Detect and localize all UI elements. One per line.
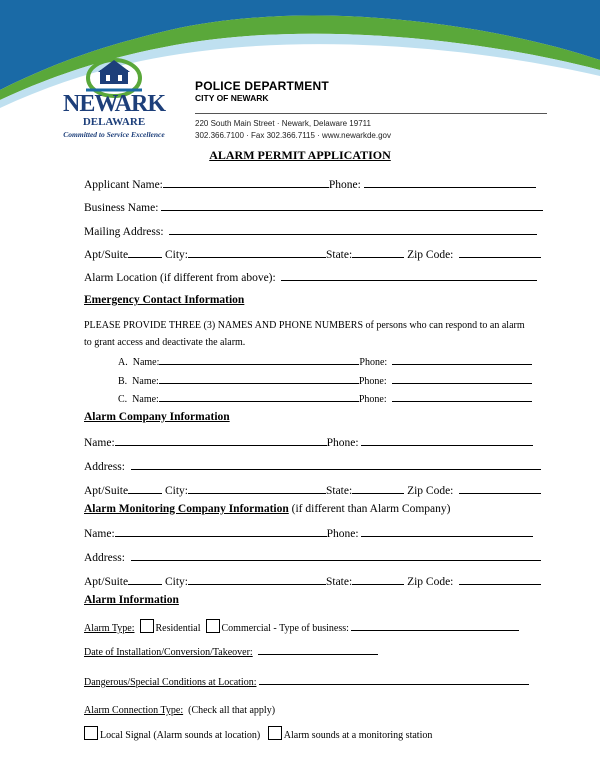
connection-type-label: Alarm Connection Type: (84, 705, 184, 716)
contact-block (195, 118, 391, 142)
contact-phone-field[interactable] (392, 373, 532, 384)
logo-city: NEWARK (62, 91, 165, 117)
monitoring-city-row (84, 573, 541, 589)
apt-field[interactable] (128, 246, 162, 258)
contact-name-label: Name: (132, 376, 159, 387)
applicant-name-label: Applicant Name: (84, 179, 163, 191)
emergency-note-2: to grant access and deactivate the alarm. (84, 337, 246, 348)
alarm-info-header: Alarm Information (84, 594, 179, 606)
alarm-type-row (84, 619, 519, 635)
monitoring-name-row (84, 525, 533, 541)
logo-state: DELAWARE (82, 116, 146, 128)
contact-row-a (118, 354, 532, 369)
form-title: ALARM PERMIT APPLICATION (209, 148, 391, 162)
local-signal-label: Local Signal (Alarm sounds at location) (100, 730, 261, 741)
applicant-city-row (84, 246, 541, 262)
company-phone-field[interactable] (361, 434, 533, 446)
business-name-field[interactable] (161, 199, 543, 211)
city-field[interactable] (188, 482, 326, 494)
zip-field[interactable] (459, 246, 541, 258)
alarm-location-label: Alarm Location (if different from above): (84, 272, 276, 284)
alarm-company-address-row (84, 458, 541, 474)
state-label: State: (325, 576, 353, 588)
applicant-phone-field[interactable] (364, 176, 536, 188)
applicant-row (84, 176, 536, 192)
residential-label: Residential (155, 623, 201, 634)
monitoring-station-checkbox[interactable] (268, 726, 282, 740)
business-name-label: Business Name: (84, 202, 159, 214)
zip-label: Zip Code: (407, 249, 454, 261)
monitoring-phone-field[interactable] (361, 525, 533, 537)
apt-label: Apt/Suite (84, 485, 129, 497)
dangerous-label: Dangerous/Special Conditions at Location: (84, 677, 257, 688)
mailing-address-field[interactable] (169, 223, 537, 235)
contact-name-label: Name: (132, 394, 159, 405)
emergency-note-1: PLEASE PROVIDE THREE (3) NAMES AND PHONE NUMBERS of persons who can respond to an alarm (84, 320, 525, 331)
monitoring-name-label: Name: (84, 528, 115, 540)
monitoring-station-label: Alarm sounds at a monitoring station (283, 730, 433, 741)
zip-field[interactable] (459, 482, 541, 494)
monitoring-phone-label: Phone: (326, 528, 359, 540)
local-signal-checkbox[interactable] (84, 726, 98, 740)
contact-letter: B. (118, 376, 128, 387)
alarm-location-field[interactable] (281, 269, 537, 281)
dangerous-field[interactable] (259, 674, 529, 685)
state-label: State: (325, 485, 353, 497)
contact-phone-label: Phone: (358, 376, 387, 387)
monitoring-header-row (84, 502, 450, 516)
mailing-row (84, 223, 537, 239)
state-field[interactable] (352, 246, 404, 258)
business-type-field[interactable] (351, 620, 519, 631)
company-name-label: Name: (84, 437, 115, 449)
monitoring-address-row (84, 549, 541, 565)
monitoring-company-header: Alarm Monitoring Company Information (84, 503, 289, 515)
state-field[interactable] (352, 573, 404, 585)
logo-motto: Committed to Service Excellence (63, 130, 165, 139)
city-field[interactable] (188, 246, 326, 258)
alarm-company-header: Alarm Company Information (84, 411, 230, 423)
apt-label: Apt/Suite (84, 249, 129, 261)
company-phone-label: Phone: (326, 437, 359, 449)
contact-name-label: Name: (132, 357, 160, 368)
contact-phone-field[interactable] (392, 391, 532, 402)
zip-label: Zip Code: (407, 485, 454, 497)
alarm-company-name-row (84, 434, 533, 450)
phone-fax-web: 302.366.7100 · Fax 302.366.7115 · www.newarkde.gov (195, 131, 391, 140)
newark-logo (58, 56, 170, 148)
city-label: City: (164, 249, 188, 261)
alarm-location-row (84, 269, 537, 285)
company-name-field[interactable] (115, 434, 327, 446)
apt-field[interactable] (128, 482, 162, 494)
applicant-name-field[interactable] (163, 176, 329, 188)
residential-checkbox[interactable] (140, 619, 154, 633)
contact-letter: C. (118, 394, 128, 405)
alarm-company-city-row (84, 482, 541, 498)
install-date-field[interactable] (258, 644, 378, 655)
contact-letter: A. (118, 357, 128, 368)
contact-phone-label: Phone: (359, 357, 388, 368)
city-label: City: (164, 485, 188, 497)
contact-row-c (118, 391, 532, 406)
contact-row-b (118, 373, 532, 388)
department-name: POLICE DEPARTMENT (195, 79, 329, 93)
monitoring-address-field[interactable] (131, 549, 541, 561)
state-field[interactable] (352, 482, 404, 494)
business-row (84, 199, 543, 215)
company-address-label: Address: (84, 461, 125, 473)
connection-options-row (84, 726, 432, 742)
contact-phone-label: Phone: (358, 394, 387, 405)
city-name: CITY OF NEWARK (195, 93, 269, 103)
company-address-field[interactable] (131, 458, 541, 470)
commercial-checkbox[interactable] (206, 619, 220, 633)
monitoring-name-field[interactable] (115, 525, 327, 537)
contact-name-field[interactable] (159, 373, 359, 384)
zip-field[interactable] (459, 573, 541, 585)
emergency-contact-header: Emergency Contact Information (84, 294, 245, 306)
department-block (195, 80, 329, 104)
city-label: City: (164, 576, 188, 588)
contact-name-field[interactable] (159, 354, 359, 365)
apt-label: Apt/Suite (84, 576, 129, 588)
monitoring-note: (if different than Alarm Company) (288, 503, 451, 515)
contact-name-field[interactable] (159, 391, 359, 402)
apt-field[interactable] (128, 573, 162, 585)
city-field[interactable] (188, 573, 326, 585)
connection-type-row (84, 704, 275, 717)
contact-phone-field[interactable] (392, 354, 532, 365)
street-address: 220 South Main Street · Newark, Delaware 19711 (195, 119, 371, 128)
header-divider (195, 113, 547, 114)
install-date-row (84, 644, 378, 659)
install-date-label: Date of Installation/Conversion/Takeover: (84, 647, 253, 658)
mailing-address-label: Mailing Address: (84, 226, 164, 238)
dangerous-row (84, 674, 529, 689)
zip-label: Zip Code: (407, 576, 454, 588)
commercial-label: Commercial - Type of business: (221, 623, 349, 634)
check-all-note: (Check all that apply) (188, 705, 276, 716)
alarm-type-label: Alarm Type: (84, 623, 135, 634)
monitoring-address-label: Address: (84, 552, 125, 564)
applicant-phone-label: Phone: (328, 179, 361, 191)
state-label: State: (325, 249, 353, 261)
